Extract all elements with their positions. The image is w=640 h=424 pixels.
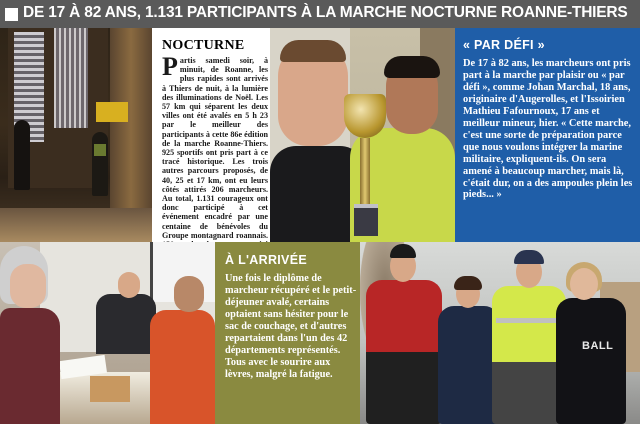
article-nocturne [152, 28, 270, 242]
headline-bar [0, 0, 640, 28]
photo-arrival-table [0, 242, 215, 424]
jersey-text: BALL [582, 340, 614, 352]
par-defi-heading: « PAR DÉFI » [463, 38, 545, 52]
trophy-icon [360, 138, 370, 208]
bullet-square-icon [5, 8, 18, 21]
photo-walkers-group [360, 242, 640, 424]
arrivee-text: Une fois le diplôme de marcheur récupéré et le petit-déjeuner avalé, certains optaient sans hésiter pour le sac de couchage, et d'autres repartaient dans l'un des 42 départements représentés. Tous avec le sourire aux lèvres, malgré la fatigue. [225, 273, 357, 380]
photo-night-street [0, 28, 152, 242]
headline-title: DE 17 À 82 ANS, 1.131 PARTICIPANTS À LA MARCHE NOCTURNE ROANNE-THIERS [23, 4, 628, 21]
par-defi-text: De 17 à 82 ans, les marcheurs ont pris part à la marche par plaisir ou « par défi », comme Johan Marchal, 18 ans, originaire d'Augerolles, et l'Issoirien Mathieu Fafournoux, 17 ans et meilleur mineur, hier. « Cette marche, c'est une sorte de préparation parce que nous voulons intégrer la marine militaire, expliquent-ils. On sera amené à beaucoup marcher, mais là, c'était dur, on a des ampoules plein les pieds... » [463, 58, 633, 201]
arrivee-heading: À L'ARRIVÉE [225, 253, 307, 267]
article-par-defi [455, 28, 640, 242]
article-arrivee [215, 242, 360, 424]
nocturne-heading: NOCTURNE [162, 38, 245, 53]
photo-runners-trophy [270, 28, 455, 242]
nocturne-text: Partis samedi soir, à minuit, de Roanne, les plus rapides sont arrivés à Thiers de nuit, à la lumière des illuminations de Noël. Les 57 km qui séparent les deux villes ont été avalés en 5 h 23 par le meilleur des participants à cette 86e édition de la marche Roanne-Thiers. 925 sportifs ont pris part à ce tracé historique. Les trois autres parcours proposés, de 40, 25 et 17 km, ont eu leurs côtés attirés 206 marcheurs. Au total, 1.131 courageux ont donc participé à cet événement encadré par une centaine de bénévoles du Groupe montagnard roannais. [162, 52, 268, 240]
